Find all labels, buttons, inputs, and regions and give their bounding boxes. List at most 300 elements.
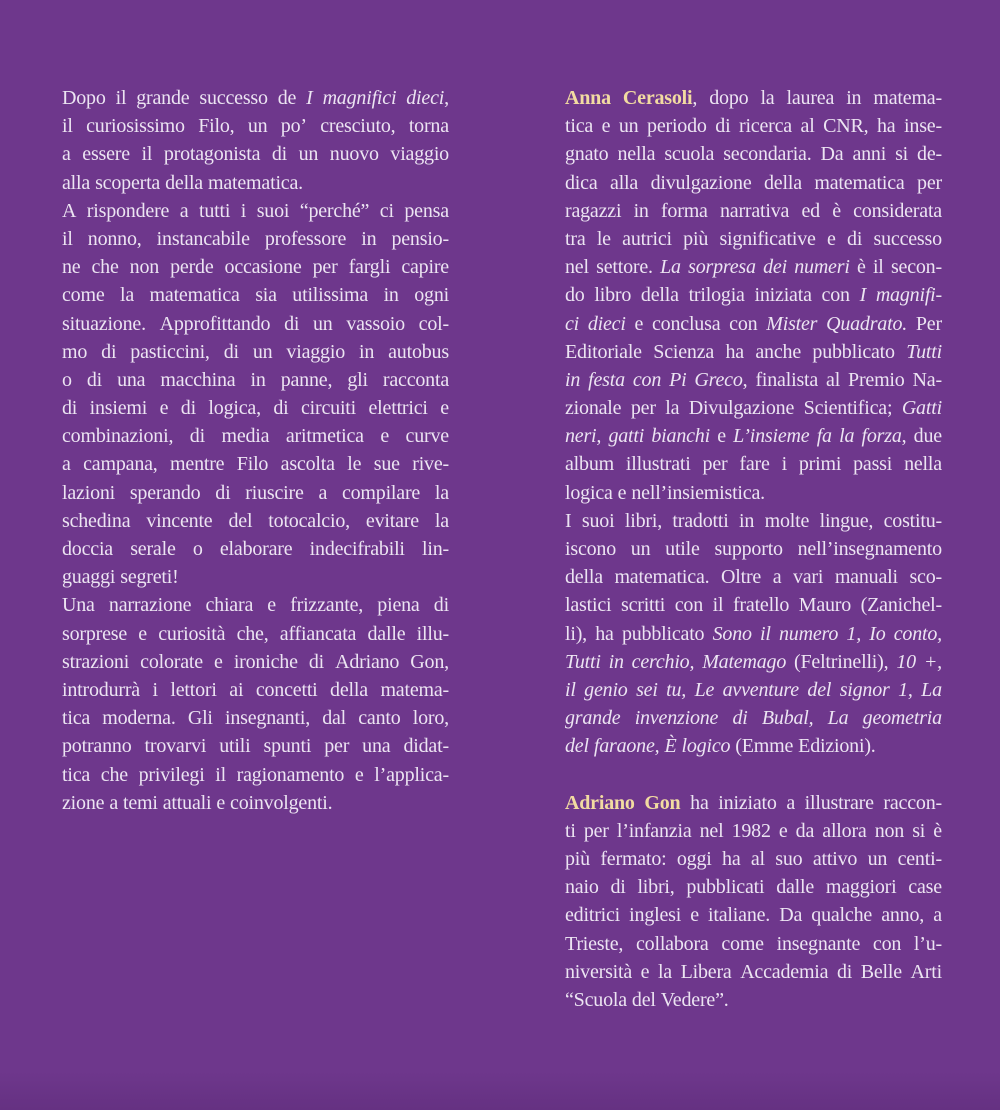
text-run: Trieste, xyxy=(565,932,624,955)
text-run: Adriano xyxy=(335,650,400,673)
author-name: Adriano xyxy=(565,791,635,814)
text-run: colorate xyxy=(140,650,203,673)
text-run: fare xyxy=(739,453,770,476)
text-line xyxy=(62,172,449,200)
text-run: Gon, xyxy=(410,650,449,673)
text-run: periodo xyxy=(647,115,707,138)
text-line xyxy=(62,425,449,453)
text-run: insegnanti, xyxy=(224,707,310,730)
italic-text-run: ci xyxy=(565,312,580,335)
text-run: situazione. xyxy=(62,312,146,335)
text-line xyxy=(62,369,449,397)
text-line xyxy=(565,284,942,312)
italic-text-run: numero xyxy=(779,622,839,645)
italic-text-run: il xyxy=(760,622,771,645)
text-run: un xyxy=(298,143,319,166)
text-run: (Zanichel- xyxy=(860,594,942,617)
text-run: elaborare xyxy=(219,538,293,560)
italic-text-run: il xyxy=(565,678,576,701)
text-run: della xyxy=(165,171,203,194)
text-run: un xyxy=(867,848,888,871)
text-run: scoperta xyxy=(95,171,161,194)
text-run: po’ xyxy=(280,115,307,138)
text-run: e xyxy=(717,425,726,448)
text-line xyxy=(565,961,942,989)
text-run: perde xyxy=(170,256,214,279)
text-line xyxy=(62,143,449,171)
text-line xyxy=(565,904,942,932)
text-run: ha xyxy=(690,791,709,814)
text-run: curve xyxy=(405,425,449,448)
text-run: il xyxy=(215,763,226,786)
text-run: anche xyxy=(755,340,801,363)
italic-text-run: invenzione xyxy=(634,707,719,730)
text-run: fermato: xyxy=(600,848,667,871)
text-run: maggiori xyxy=(825,876,897,899)
text-run: fargli xyxy=(348,256,391,279)
italic-text-run: Io xyxy=(869,622,886,645)
italic-text-run: conto, xyxy=(893,622,942,645)
text-run: capire xyxy=(401,256,449,279)
text-line xyxy=(565,792,942,820)
text-run: libri, xyxy=(624,509,662,532)
italic-text-run: dei xyxy=(763,256,787,279)
text-run: Scientifica; xyxy=(803,397,893,420)
italic-text-run: Matemago xyxy=(702,650,787,673)
text-run: moderna. xyxy=(102,707,176,730)
text-run: dopo xyxy=(709,87,749,109)
text-line xyxy=(565,594,942,622)
text-run: evitare xyxy=(365,509,419,532)
text-run: di xyxy=(284,312,300,335)
text-run: in xyxy=(633,199,649,222)
text-run: il xyxy=(62,227,73,250)
text-run: la xyxy=(760,87,775,109)
text-line xyxy=(565,679,942,707)
text-run: ha xyxy=(877,115,896,138)
text-run: dal xyxy=(322,707,347,730)
italic-text-run: tu, xyxy=(666,678,687,701)
text-run: libro xyxy=(594,284,632,307)
text-run: didat- xyxy=(403,735,449,758)
author-name: Cerasoli xyxy=(622,87,693,109)
italic-text-run: sei xyxy=(636,678,658,701)
italic-text-run: È xyxy=(664,735,677,758)
text-run: occasione xyxy=(224,256,302,279)
text-run: matematica. xyxy=(207,171,303,194)
text-run: molte xyxy=(764,509,810,532)
text-run: per xyxy=(917,171,942,194)
text-line xyxy=(62,397,449,425)
text-run: nella xyxy=(617,143,656,166)
text-run: primi xyxy=(798,453,842,476)
text-run: logica, xyxy=(208,397,261,420)
italic-text-run: bianchi xyxy=(651,425,710,448)
text-run: viaggio xyxy=(390,143,449,166)
italic-text-run: del xyxy=(565,735,589,758)
text-run: li), xyxy=(565,622,587,645)
text-line xyxy=(565,933,942,961)
text-line xyxy=(565,876,942,904)
text-run: strazioni xyxy=(62,650,130,673)
text-run: è xyxy=(933,819,942,842)
text-line xyxy=(62,228,449,256)
text-run: gli xyxy=(347,368,368,391)
text-run: vincente xyxy=(146,509,213,532)
text-run: di xyxy=(308,650,324,673)
author-name: Anna xyxy=(565,87,611,109)
text-run: di xyxy=(101,340,117,363)
italic-text-run: Mister xyxy=(766,312,818,335)
text-run: supporto xyxy=(714,538,783,560)
text-run: e xyxy=(159,397,169,420)
text-run: insegnante xyxy=(776,932,861,955)
italic-text-run: fa xyxy=(816,425,832,448)
text-run: un xyxy=(247,115,268,138)
text-run: sco- xyxy=(909,566,942,589)
text-run: narrazione xyxy=(108,594,192,617)
text-run: ricerca xyxy=(738,115,792,138)
text-run: in xyxy=(358,340,375,363)
text-run: I xyxy=(565,509,572,532)
text-line xyxy=(565,87,942,115)
text-run: come xyxy=(62,284,105,307)
text-line xyxy=(565,313,942,341)
text-run: spunti xyxy=(263,735,312,758)
text-run: essere xyxy=(82,143,130,166)
text-run: o xyxy=(62,368,72,391)
text-run: , xyxy=(742,368,748,391)
text-run: al xyxy=(750,848,765,871)
text-line xyxy=(62,115,449,143)
italic-text-run: Pi xyxy=(669,368,687,391)
text-line xyxy=(62,566,449,594)
text-run: zionale xyxy=(565,397,622,420)
text-run: curiosità xyxy=(158,622,226,645)
italic-text-run: La xyxy=(827,707,849,730)
italic-text-run: sorpresa xyxy=(688,256,756,279)
text-run: potranno xyxy=(62,735,132,758)
text-run: a xyxy=(109,791,118,814)
text-run: e xyxy=(690,904,699,927)
paragraph xyxy=(62,200,449,595)
text-run: e xyxy=(640,960,650,983)
text-run: Da xyxy=(820,143,844,166)
text-run: pubblicato xyxy=(812,340,895,363)
text-run: e xyxy=(634,312,644,335)
text-run: elettrici xyxy=(368,397,428,420)
text-run: si xyxy=(912,819,926,842)
author-bio-column xyxy=(565,87,942,1017)
text-run: iniziata xyxy=(754,284,812,307)
text-run: macchina xyxy=(160,368,236,391)
text-run: un xyxy=(618,115,639,138)
text-run: Arti xyxy=(910,960,942,983)
text-run: segreti! xyxy=(120,566,179,589)
text-run: a xyxy=(772,566,782,589)
text-run: l’infanzia xyxy=(616,819,692,842)
paragraph xyxy=(62,87,449,200)
text-run: CNR, xyxy=(823,115,869,138)
text-run: non xyxy=(129,256,160,279)
text-run: temi xyxy=(123,791,158,814)
text-run: considerata xyxy=(853,199,942,222)
text-run: rispondere xyxy=(86,199,170,222)
text-line xyxy=(62,453,449,481)
text-run: successo xyxy=(199,87,268,109)
text-run: Editoriale xyxy=(565,340,642,363)
text-run: combinazioni, xyxy=(62,425,174,448)
text-run: un xyxy=(630,538,651,560)
text-line xyxy=(565,651,942,679)
italic-text-run: Sono xyxy=(712,622,752,645)
text-run: per xyxy=(583,819,609,842)
text-run: Belle xyxy=(860,960,902,983)
text-run: rive- xyxy=(412,453,449,476)
text-run: utilissima xyxy=(292,284,369,307)
text-run: zione xyxy=(62,791,105,814)
text-run: Mauro xyxy=(798,594,852,617)
text-line xyxy=(565,200,942,228)
text-line xyxy=(565,848,942,876)
text-run: fratello xyxy=(732,594,790,617)
paragraph xyxy=(565,87,942,510)
italic-text-run: geometria xyxy=(862,707,942,730)
italic-text-run: con xyxy=(632,368,662,391)
italic-text-run: la xyxy=(839,425,855,448)
text-run: della xyxy=(640,284,679,307)
text-run: tica xyxy=(565,115,594,138)
italic-text-run: 10 xyxy=(896,650,916,673)
text-run: ti xyxy=(565,819,576,842)
text-run: nuovo xyxy=(329,143,379,166)
text-run: protagonista xyxy=(163,143,261,166)
text-run: del xyxy=(631,989,656,1011)
text-run: di xyxy=(433,594,449,617)
text-run: anni xyxy=(852,143,887,166)
text-run: di xyxy=(610,876,626,899)
text-run: guaggi xyxy=(62,566,116,589)
text-run: mo xyxy=(62,340,88,363)
text-run: “Scuola xyxy=(565,989,627,1011)
italic-text-run: I xyxy=(859,284,867,307)
text-run: insiemi xyxy=(89,397,148,420)
text-run: successo xyxy=(873,227,942,250)
text-line xyxy=(62,764,449,792)
text-run: narrativa xyxy=(719,199,790,222)
text-run: per xyxy=(312,256,338,279)
italic-text-run: genio xyxy=(584,678,628,701)
text-line xyxy=(62,735,449,763)
text-run: utile xyxy=(665,538,700,560)
text-run: conclusa xyxy=(652,312,721,335)
text-run: dalle xyxy=(776,876,815,899)
text-run: instancabile xyxy=(156,227,250,250)
text-run: e xyxy=(380,425,390,448)
text-line xyxy=(62,341,449,369)
text-run: frizzante, xyxy=(290,594,364,617)
text-run: a xyxy=(179,199,189,222)
text-run: scuola xyxy=(664,143,715,166)
text-run: il xyxy=(141,143,153,166)
text-line xyxy=(62,651,449,679)
text-run: la xyxy=(120,284,135,307)
italic-text-run: 1, xyxy=(898,678,913,701)
text-line xyxy=(565,369,942,397)
text-run: lastici xyxy=(565,594,612,617)
text-run: suoi xyxy=(256,199,290,222)
text-run: iniziato xyxy=(718,791,777,814)
text-run: sue xyxy=(373,453,400,476)
text-run: (Feltrinelli), xyxy=(794,650,889,673)
text-run: “perché” xyxy=(299,199,370,222)
text-run: di xyxy=(62,397,78,420)
author-name: Gon xyxy=(644,791,681,814)
text-run: de xyxy=(277,87,297,109)
text-line xyxy=(62,313,449,341)
italic-text-run: faraone, xyxy=(593,735,660,758)
text-run: Filo xyxy=(236,453,269,476)
italic-text-run: numeri xyxy=(794,256,850,279)
text-run: tutti xyxy=(199,199,231,222)
text-run: professore xyxy=(264,227,347,250)
text-run: e xyxy=(440,397,449,420)
text-run: media xyxy=(221,425,270,448)
text-line xyxy=(62,679,449,707)
text-line xyxy=(62,87,449,115)
text-run: Filo, xyxy=(198,115,235,138)
paragraph xyxy=(565,792,942,1018)
text-run: per xyxy=(324,735,350,758)
text-run: i xyxy=(240,199,247,222)
text-run: di xyxy=(273,397,289,420)
italic-text-run: festa xyxy=(588,368,625,391)
text-run: le xyxy=(347,453,362,476)
text-run: col- xyxy=(418,312,449,335)
text-run: editrici xyxy=(565,904,621,927)
italic-text-run: Le xyxy=(694,678,715,701)
text-run: a xyxy=(786,791,796,814)
text-run: oggi xyxy=(676,848,712,871)
text-run: panne, xyxy=(280,368,333,391)
text-run: do xyxy=(565,284,585,307)
text-run: alla xyxy=(62,171,91,194)
text-run: , xyxy=(692,87,698,109)
paragraph xyxy=(565,510,942,764)
text-run: del xyxy=(228,509,253,532)
text-run: tica xyxy=(62,763,91,786)
text-run: illu- xyxy=(416,622,449,645)
text-run: pensio- xyxy=(391,227,449,250)
text-run: ha xyxy=(725,340,744,363)
text-run: indecifrabili xyxy=(309,538,405,560)
text-run: Libera xyxy=(680,960,732,983)
text-run: trovarvi xyxy=(144,735,207,758)
text-run: i xyxy=(781,453,787,476)
text-run: autobus xyxy=(388,340,449,363)
text-run: Dopo xyxy=(62,87,106,109)
text-run: secon- xyxy=(890,256,942,279)
text-run: di xyxy=(180,397,196,420)
text-run: di xyxy=(223,340,239,363)
text-run: Edizioni). xyxy=(798,735,876,758)
text-line xyxy=(62,792,449,820)
text-run: ogni xyxy=(414,284,449,307)
text-run: nel xyxy=(699,819,724,842)
text-run: divulgazione xyxy=(650,171,752,194)
text-run: lingue, xyxy=(819,509,874,532)
text-run: due xyxy=(913,425,942,448)
text-line xyxy=(62,482,449,510)
text-line xyxy=(62,256,449,284)
text-run: Da xyxy=(779,904,803,927)
text-line xyxy=(565,425,942,453)
text-run: canto xyxy=(358,707,401,730)
text-run: matematica xyxy=(149,284,240,307)
text-run: significative xyxy=(719,227,816,250)
text-run: niversità xyxy=(565,960,633,983)
text-run: e xyxy=(216,791,226,814)
text-run: illustrare xyxy=(804,791,874,814)
italic-text-run: in xyxy=(565,368,581,391)
text-run: Accademia xyxy=(740,960,829,983)
text-run: in xyxy=(361,227,377,250)
text-line xyxy=(62,594,449,622)
italic-text-run: forza xyxy=(861,425,902,448)
text-run: le xyxy=(596,227,611,250)
text-run: settore. xyxy=(596,256,653,279)
text-run: in xyxy=(383,284,399,307)
text-run: viaggio xyxy=(286,340,346,363)
text-run: in xyxy=(846,87,862,109)
text-run: il xyxy=(712,594,724,617)
italic-text-run: gatti xyxy=(608,425,645,448)
text-run: e xyxy=(138,622,147,645)
text-run: ai xyxy=(229,678,244,701)
text-run: come xyxy=(721,932,764,955)
text-line xyxy=(565,115,942,143)
text-run: un xyxy=(252,340,273,363)
text-line xyxy=(62,284,449,312)
italic-text-run: Tutti xyxy=(565,650,601,673)
text-run: aritmetica xyxy=(285,425,364,448)
text-run: a xyxy=(62,143,71,166)
text-run: pubblicati xyxy=(686,876,765,899)
text-run: Na- xyxy=(912,368,942,391)
text-run: un xyxy=(312,312,333,335)
text-run: ascolta xyxy=(280,453,335,476)
text-run: la xyxy=(665,397,680,420)
text-run: A xyxy=(62,199,77,222)
text-line xyxy=(565,482,942,510)
text-run: Approfittando xyxy=(159,312,271,335)
text-run: Scienza xyxy=(653,340,715,363)
text-run: la xyxy=(657,960,672,983)
text-run: di xyxy=(836,960,853,983)
text-run: il xyxy=(115,87,127,109)
text-run: laurea xyxy=(786,87,835,109)
text-line xyxy=(62,200,449,228)
text-run: la xyxy=(434,481,449,504)
text-run: tradotti xyxy=(672,509,729,532)
text-run: ne xyxy=(62,256,81,279)
italic-text-run: I xyxy=(306,87,313,109)
text-run: centi- xyxy=(897,848,942,871)
text-run: lazioni xyxy=(62,481,116,504)
text-run: illustrati xyxy=(625,453,691,476)
text-run: passi xyxy=(853,453,893,476)
text-run: matema- xyxy=(380,678,449,701)
